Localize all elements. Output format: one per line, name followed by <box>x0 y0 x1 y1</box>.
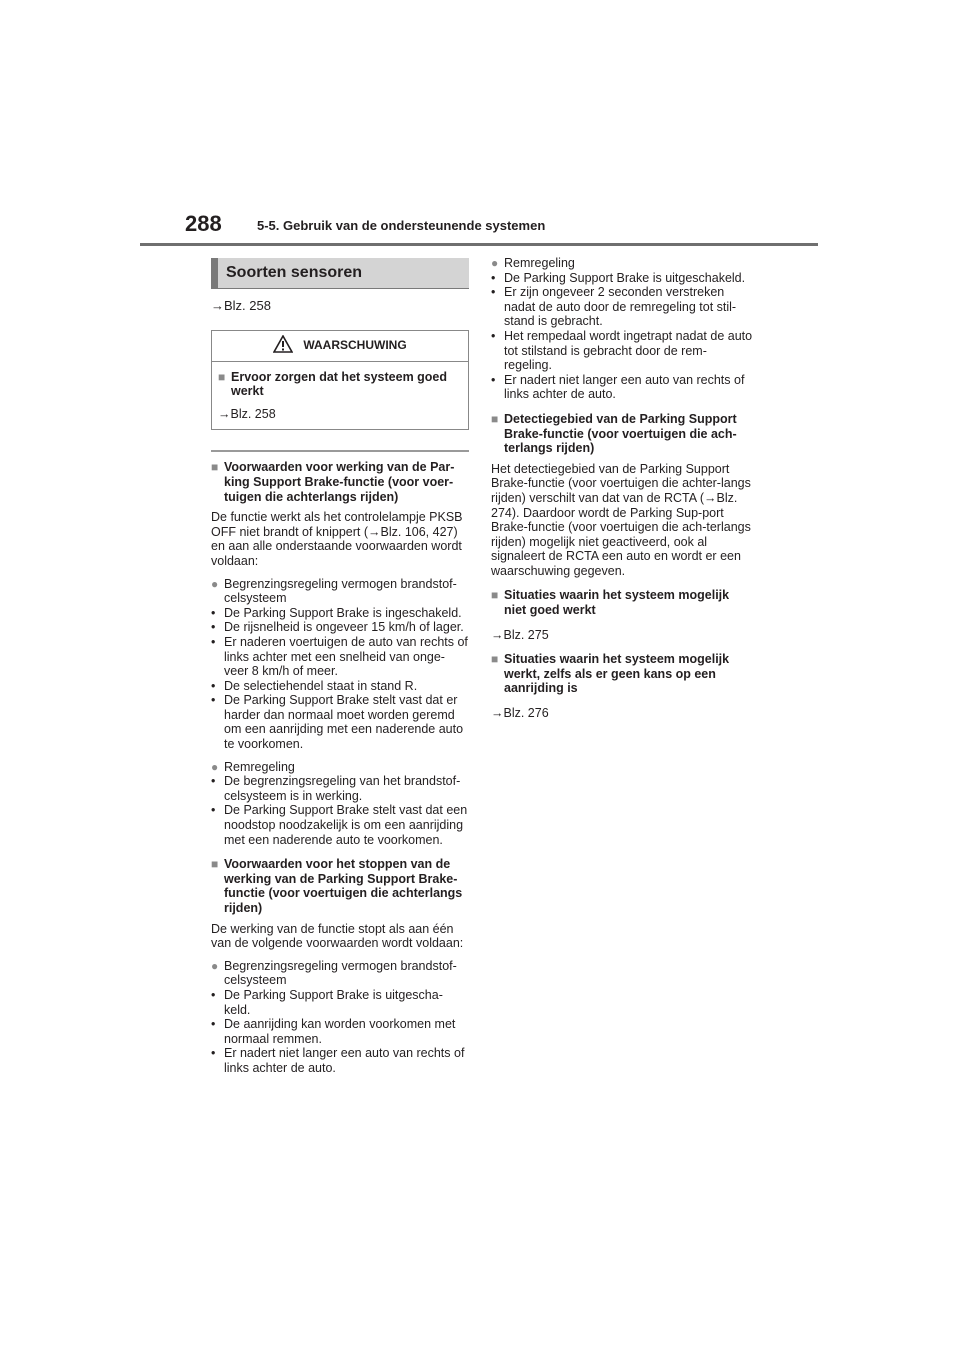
page-reference: →Blz. 275 <box>491 627 549 642</box>
right-column <box>491 256 753 721</box>
circle-bullet-icon: ● <box>211 958 219 973</box>
divider <box>211 450 469 452</box>
group-title: Begrenzingsregeling vermogen brandstof-celsysteem <box>224 576 457 606</box>
list-item: • Er zijn ongeveer 2 seconden verstreken nadat de auto door de remregeling tot stil-stand is gebracht. <box>491 285 737 329</box>
circle-bullet-icon: ● <box>211 759 219 774</box>
list-item: • De Parking Support Brake stelt vast dat een noodstop noodzakelijk is om een aanrijding met een naderende auto te voorkomen. <box>211 803 468 847</box>
warning-item-ref: →Blz. 258 <box>218 406 276 421</box>
paragraph: Het detectiegebied van de Parking Support Brake-functie (voor voertuigen die achter-langs rijden) verschilt van dat van de RCTA (→Blz. 274). Daardoor wordt de Parking Sup-port Brake-functie (voor voertuigen die ach-terlangs rijden) mogelijk niet geactiveerd, ook al signaleert de RCTA een auto en wordt er een waarschuwing gegeven. <box>491 461 751 578</box>
paragraph: De functie werkt als het controlelampje PKSB OFF niet brandt of knippert (→Blz. 106, 427) en aan alle onderstaande voorwaarden wordt voldaan: <box>211 510 463 568</box>
square-bullet-icon: ■ <box>491 411 499 426</box>
list-item: • Er nadert niet langer een auto van rechts of links achter de auto. <box>491 372 745 402</box>
list-item: • De Parking Support Brake is uitgeschakeld. <box>491 270 746 285</box>
subsection-title: Detectiegebied van de Parking Support Brake-functie (voor voertuigen die ach-terlangs rijden) <box>504 411 737 456</box>
square-bullet-icon: ■ <box>491 652 499 667</box>
header-rule <box>140 243 818 246</box>
warning-header <box>212 331 468 362</box>
square-bullet-icon: ■ <box>211 857 219 872</box>
bullet-list <box>491 271 753 402</box>
left-column <box>211 258 469 1076</box>
bullet-list <box>211 606 469 752</box>
bullet-list <box>211 988 469 1076</box>
page-number: 288 <box>185 211 222 236</box>
subsection-title: Situaties waarin het systeem mogelijk werkt, zelfs als er geen kans op een aanrijding is <box>504 652 730 696</box>
circle-bullet-icon: ● <box>211 576 219 591</box>
warning-triangle-icon <box>273 335 293 357</box>
circle-bullet-icon: ● <box>491 256 499 270</box>
list-item: • De Parking Support Brake is uitgescha-keld. <box>211 987 443 1017</box>
warning-title: WAARSCHUWING <box>303 338 407 353</box>
list-item: • De Parking Support Brake stelt vast dat er harder dan normaal moet worden geremd om een aanrijding met een naderende auto te voorkomen. <box>211 693 464 752</box>
group-title: Begrenzingsregeling vermogen brandstof-celsysteem <box>224 958 457 988</box>
list-item: • Het rempedaal wordt ingetrapt nadat de auto tot stilstand is gebracht door de rem-regeling. <box>491 328 753 373</box>
list-item: • De aanrijding kan worden voorkomen met normaal remmen. <box>211 1017 456 1046</box>
warning-item-title: Ervoor zorgen dat het systeem goed werkt <box>231 369 448 399</box>
bullet-list <box>211 774 469 847</box>
square-bullet-icon: ■ <box>211 460 219 475</box>
section-title: 5-5. Gebruik van de ondersteunende systemen <box>257 218 546 233</box>
page-header <box>0 0 960 250</box>
list-item: • De selectiehendel staat in stand R. <box>211 678 418 693</box>
group-title: Remregeling <box>504 256 575 270</box>
list-item: • Er naderen voertuigen de auto van rechts of links achter met een snelheid van onge-veer 8 km/h of meer. <box>211 634 468 679</box>
list-item: • De rijsnelheid is ongeveer 15 km/h of lager. <box>211 620 464 635</box>
square-bullet-icon: ■ <box>491 588 499 603</box>
square-bullet-icon: ■ <box>218 369 226 384</box>
list-item: • Er nadert niet langer een auto van rechts of links achter de auto. <box>211 1046 465 1075</box>
paragraph: De werking van de functie stopt als aan één van de volgende voorwaarden wordt voldaan: <box>211 921 464 951</box>
subsection-title: Voorwaarden voor het stoppen van de werking van de Parking Support Brake-functie (voor voertuigen die achterlangs rijden) <box>224 857 463 915</box>
list-item: • De begrenzingsregeling van het brandstof-celsysteem is in werking. <box>211 774 461 803</box>
list-item: • De Parking Support Brake is ingeschakeld. <box>211 605 462 620</box>
group-title: Remregeling <box>224 759 295 774</box>
page-reference: →Blz. 258 <box>211 298 271 313</box>
section-heading: Soorten sensoren <box>211 258 469 289</box>
subsection-title: Voorwaarden voor werking van de Par-king Support Brake-functie (voor voer-tuigen die achterlangs rijden) <box>224 460 455 504</box>
subsection-title: Situaties waarin het systeem mogelijk niet goed werkt <box>504 588 730 618</box>
page-reference: →Blz. 276 <box>491 706 549 721</box>
warning-box <box>211 330 469 431</box>
